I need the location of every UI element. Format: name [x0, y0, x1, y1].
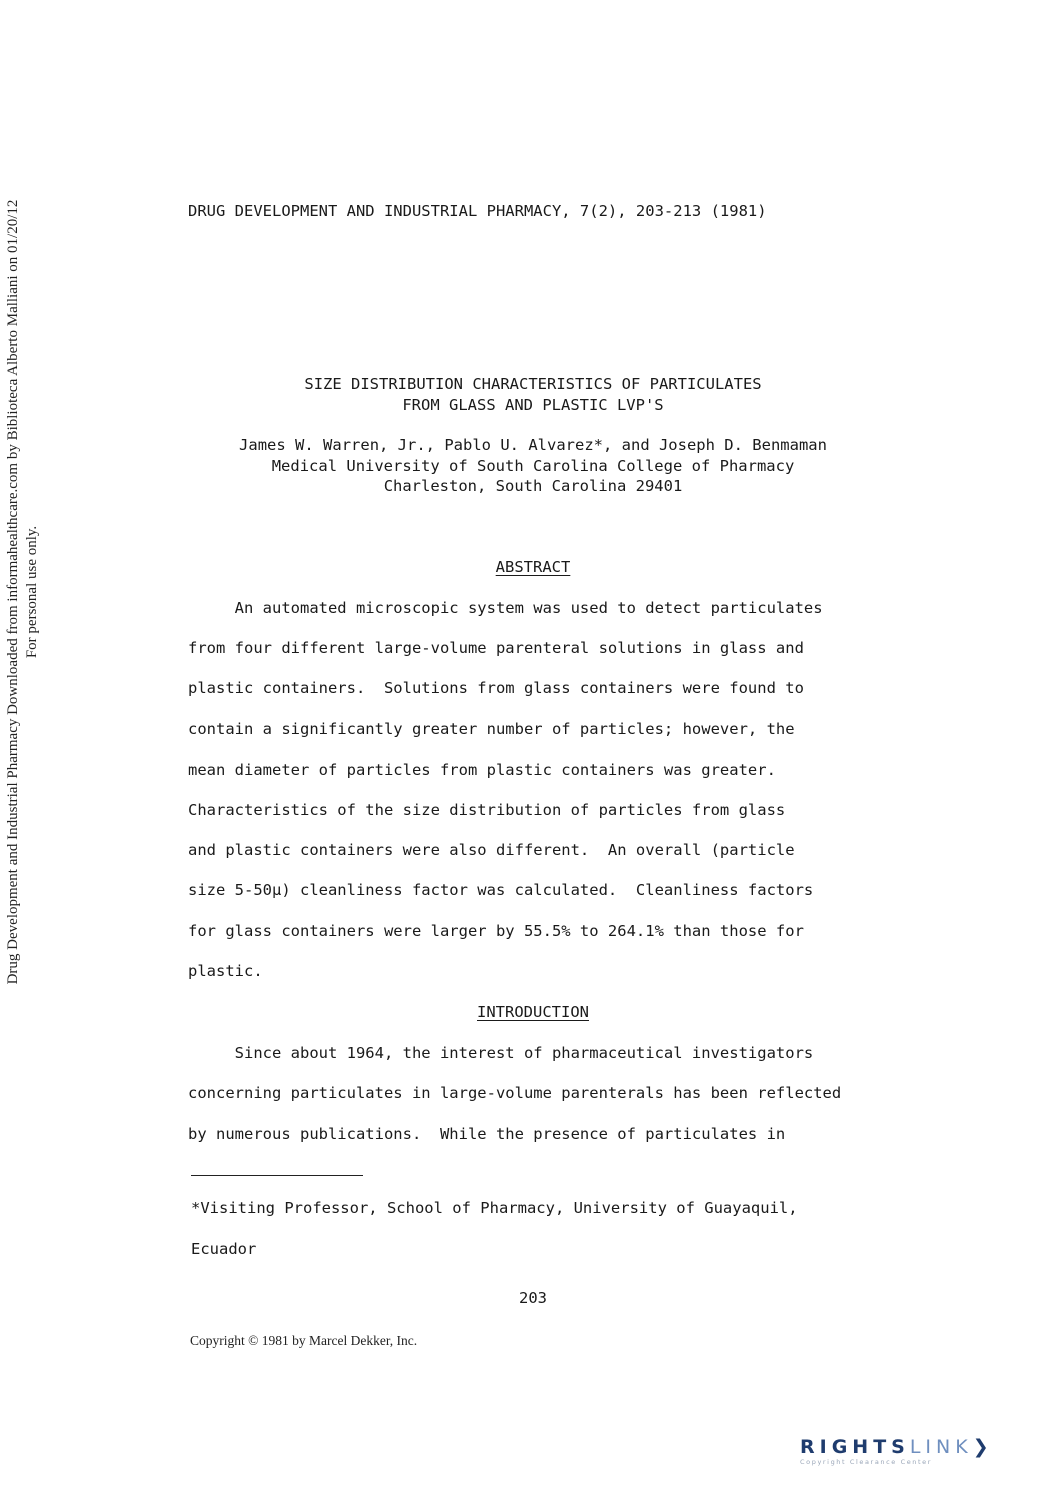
introduction-heading: INTRODUCTION	[477, 1003, 589, 1021]
logo-arrow-icon: ❯	[972, 1436, 994, 1458]
footnote-line-2: Ecuador	[191, 1240, 257, 1258]
abstract-line: and plastic containers were also different. An overall (particle	[188, 841, 795, 859]
introduction-line: concerning particulates in large-volume parenterals has been reflected	[188, 1084, 842, 1102]
author-names: James W. Warren, Jr., Pablo U. Alvarez*, and Joseph D. Benmaman	[239, 436, 827, 454]
abstract-heading: ABSTRACT	[495, 558, 571, 576]
logo-rights-text: RIGHTS	[800, 1436, 910, 1458]
title-line-1: SIZE DISTRIBUTION CHARACTERISTICS OF PARTICULATES	[304, 375, 762, 393]
abstract-line: plastic.	[188, 962, 263, 980]
abstract-line: mean diameter of particles from plastic containers was greater.	[188, 761, 776, 779]
abstract-line: from four different large-volume parenteral solutions in glass and	[188, 639, 804, 657]
logo-tagline: Copyright Clearance Center	[800, 1458, 933, 1466]
abstract-line: for glass containers were larger by 55.5% to 264.1% than those for	[188, 922, 804, 940]
title-line-2: FROM GLASS AND PLASTIC LVP'S	[402, 396, 664, 414]
abstract-line: contain a significantly greater number of particles; however, the	[188, 720, 795, 738]
abstract-line: Characteristics of the size distribution of particles from glass	[188, 801, 786, 819]
author-address: Charleston, South Carolina 29401	[383, 477, 683, 495]
rightslink-logo[interactable]	[800, 1436, 1035, 1472]
abstract-line: plastic containers. Solutions from glass containers were found to	[188, 679, 804, 697]
copyright-notice: Copyright © 1981 by Marcel Dekker, Inc.	[190, 1333, 418, 1348]
download-notice-line-2: For personal use only.	[24, 525, 40, 659]
introduction-line: by numerous publications. While the presence of particulates in	[188, 1125, 786, 1143]
page-number: 203	[519, 1289, 547, 1307]
footnote-line-1: *Visiting Professor, School of Pharmacy, University of Guayaquil,	[191, 1199, 798, 1217]
introduction-line: Since about 1964, the interest of pharmaceutical investigators	[188, 1044, 814, 1062]
logo-link-text: LINK	[909, 1436, 973, 1458]
author-institution: Medical University of South Carolina College of Pharmacy	[271, 457, 795, 475]
abstract-line: size 5-50µ) cleanliness factor was calculated. Cleanliness factors	[188, 881, 814, 899]
journal-citation: DRUG DEVELOPMENT AND INDUSTRIAL PHARMACY, 7(2), 203-213 (1981)	[188, 202, 767, 220]
abstract-line: An automated microscopic system was used to detect particulates	[188, 599, 823, 617]
download-notice-line-1: Drug Development and Industrial Pharmacy Downloaded from informahealthcare.com by Biblioteca Alberto Malliani on 01/20/12	[5, 199, 21, 985]
footnote-rule	[191, 1175, 363, 1176]
